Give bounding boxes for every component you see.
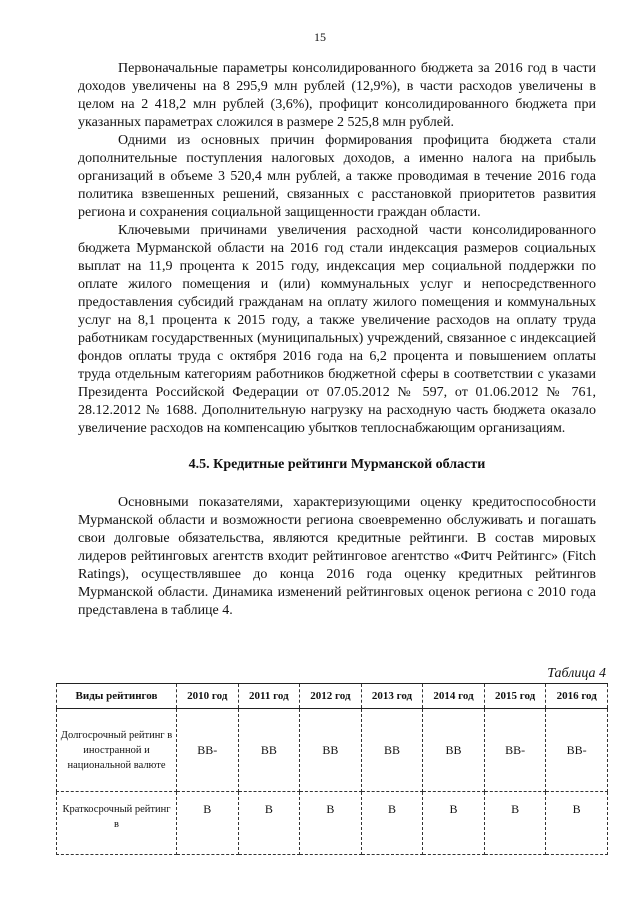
rating-value: BB- xyxy=(546,709,608,792)
header-year-2014: 2014 год xyxy=(423,684,485,709)
table-row-short-term xyxy=(57,792,608,855)
paragraph-credit-ratings: Основными показателями, характеризующими оценку кредитоспособности Мурманской области и возможности региона своевременно обслуживать и погашать свои долговые обязательства, являются кредитные рейтинги. В состав мировых лидеров рейтинговых агентств входит рейтинговое агентство «Фитч Рейтингс» (Fitch Ratings), осуществлявшее до конца 2016 года оценку кредитных рейтингов Мурманской области. Динамика изменений рейтинговых оценок региона с 2010 года представлена в таблице 4. xyxy=(78,495,596,618)
rating-value: BB xyxy=(300,709,362,792)
header-year-2013: 2013 год xyxy=(361,684,423,709)
page-number: 15 xyxy=(314,30,326,44)
rating-value: B xyxy=(361,792,423,855)
header-year-2012: 2012 год xyxy=(300,684,362,709)
paragraph-surplus-reasons: Одними из основных причин формирования профицита бюджета стали дополнительные поступления налоговых доходов, а именно налога на прибыль организаций в объеме 3 520,4 млн рублей, а также проводимая в течение 2016 года политика взвешенных решений, связанных с расстановкой приоритетов развития региона и сохранения социальной защищенности граждан области. xyxy=(78,133,596,220)
rating-value: B xyxy=(177,792,239,855)
header-year-2011: 2011 год xyxy=(238,684,300,709)
rating-value: B xyxy=(484,792,546,855)
rating-value: B xyxy=(546,792,608,855)
paragraph-expense-reasons: Ключевыми причинами увеличения расходной части консолидированного бюджета Мурманской области на 2016 год стали индексация размеров социальных выплат на 11,9 процента к 2015 году, индексация мер социальной поддержки по оплате жилого помещения и (или) коммунальных услуг и непосредственного предоставления субсидий гражданам на оплату жилого помещения и коммунальных услуг на 8,1 процента к 2015 году, а также увеличение расходов на оплату труда работникам государственных (муниципальных) учреждений, связанное с индексацией фондов оплаты труда с октября 2016 года на 6,2 процента и повышением оплаты труда отдельным категориям работников бюджетной сферы в соответствии с указами Президента Российской Федерации от 07.05.2012 № 597, от 01.06.2012 № 761, 28.12.2012 № 1688. Дополнительную нагрузку на расходную часть бюджета оказало увеличение расходов на компенсацию убытков теплоснабжающим организациям. xyxy=(78,223,596,436)
document-body xyxy=(78,60,596,620)
table-caption: Таблица 4 xyxy=(547,666,606,681)
header-year-2010: 2010 год xyxy=(177,684,239,709)
rating-type-long-term: Долгосрочный рейтинг в иностранной и национальной валюте xyxy=(57,709,177,792)
table-row-long-term xyxy=(57,709,608,792)
table-header-row xyxy=(57,684,608,709)
rating-value: B xyxy=(300,792,362,855)
header-rating-type: Виды рейтингов xyxy=(57,684,177,709)
paragraph-budget-parameters: Первоначальные параметры консолидированного бюджета за 2016 год в части доходов увеличены на 8 295,9 млн рублей (12,9%), в части расходов увеличены в целом на 2 418,2 млн рублей (3,6%), профицит консолидированного бюджета при указанных параметрах сложился в размере 2 525,8 млн рублей. xyxy=(78,61,596,130)
rating-value: BB xyxy=(238,709,300,792)
rating-type-short-term: Краткосрочный рейтинг в xyxy=(57,792,177,855)
ratings-table xyxy=(56,683,608,855)
rating-value: BB xyxy=(361,709,423,792)
rating-value: BB- xyxy=(484,709,546,792)
header-year-2015: 2015 год xyxy=(484,684,546,709)
rating-value: B xyxy=(238,792,300,855)
section-title: 4.5. Кредитные рейтинги Мурманской области xyxy=(188,457,486,472)
rating-value: BB xyxy=(423,709,485,792)
header-year-2016: 2016 год xyxy=(546,684,608,709)
rating-value: BB- xyxy=(177,709,239,792)
rating-value: B xyxy=(423,792,485,855)
